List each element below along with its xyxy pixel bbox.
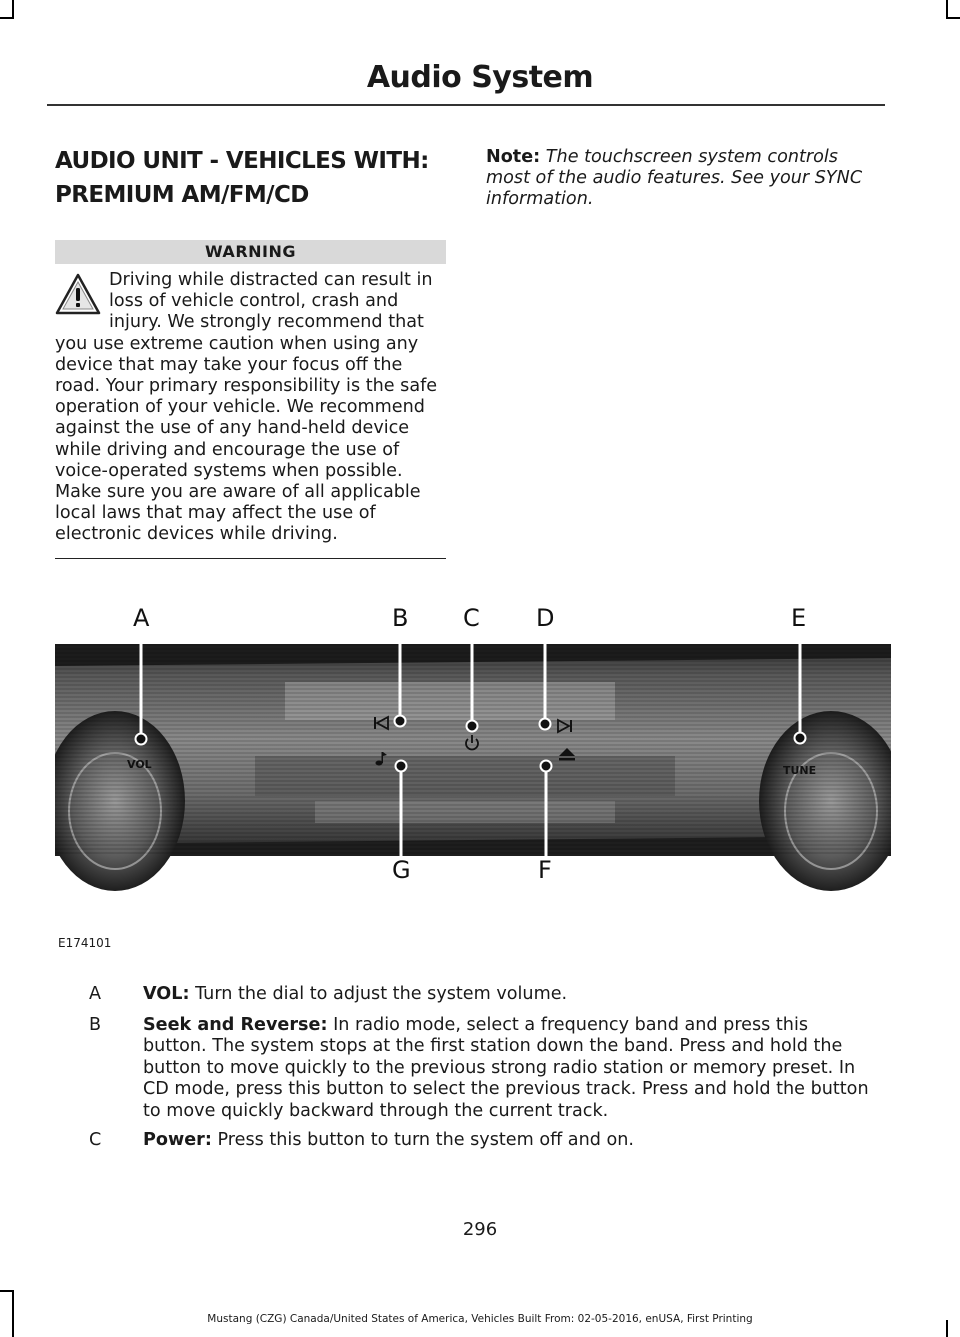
description-body: Press this button to turn the system off and on. xyxy=(211,1130,635,1150)
callout-g: G xyxy=(392,856,411,884)
left-column xyxy=(55,144,446,559)
description-text xyxy=(143,984,869,1005)
note-text: The touchscreen system controls most of the audio features. See your SYNC information. xyxy=(486,147,863,209)
description-item-b xyxy=(89,1015,869,1122)
description-label: VOL: xyxy=(143,984,190,1004)
callout-c: C xyxy=(463,604,480,632)
callout-b: B xyxy=(392,604,409,632)
tune-label: TUNE xyxy=(783,764,817,777)
warning-divider xyxy=(55,558,446,559)
page-header-title: Audio System xyxy=(366,60,594,95)
vol-label: VOL xyxy=(127,758,152,771)
footer-text: Mustang (CZG) Canada/United States of America, Vehicles Built From: 02-05-2016, enUSA, First Printing xyxy=(207,1313,753,1325)
description-letter: A xyxy=(89,984,102,1004)
section-title-line1: AUDIO UNIT - VEHICLES WITH: xyxy=(55,148,429,174)
crop-mark xyxy=(946,0,948,18)
crop-mark xyxy=(0,1290,14,1292)
crop-mark xyxy=(946,17,960,19)
figure-id: E174101 xyxy=(58,936,112,950)
description-label: Seek and Reverse: xyxy=(143,1015,328,1035)
description-letter: C xyxy=(89,1130,102,1150)
warning-triangle-icon xyxy=(55,272,101,316)
note-label: Note: xyxy=(486,147,541,167)
description-item-a xyxy=(89,984,869,1005)
description-text xyxy=(143,1015,869,1122)
audio-unit-figure xyxy=(55,596,891,936)
description-label: Power: xyxy=(143,1130,212,1150)
callout-e: E xyxy=(791,604,807,632)
section-title xyxy=(55,144,446,212)
header-divider xyxy=(47,104,885,106)
callout-a: A xyxy=(133,604,150,632)
callout-d: D xyxy=(536,604,555,632)
warning-text-rest: you use extreme caution when using any device that may take your focus off the road. Your primary responsibility is the safe operation of your vehicle. We recommend against the use of any hand-held device while driving and encourage the use of voice-operated systems when possible. Make sure you are aware of all applicable local laws that may affect the use of electronic devices while driving. xyxy=(55,333,438,545)
description-body: Turn the dial to adjust the system volume. xyxy=(189,984,568,1004)
crop-mark xyxy=(12,0,14,18)
description-text xyxy=(143,1130,869,1151)
crop-mark xyxy=(0,17,14,19)
description-letter: B xyxy=(89,1015,102,1035)
description-body: In radio mode, select a frequency band and press this button. The system stops at the first station down the band. Press and hold the button to move quickly to the previous strong radio station or memory preset. In CD mode, press this button to select the previous track. Press and hold the button to move quickly backward through the current track. xyxy=(143,1015,869,1121)
section-title-line2: PREMIUM AM/FM/CD xyxy=(55,182,309,208)
warning-heading: WARNING xyxy=(55,240,446,264)
warning-text-start: Driving while distracted can result in loss of vehicle control, crash and injury. We strongly recommend that xyxy=(109,270,433,333)
description-item-c xyxy=(89,1130,869,1151)
note-paragraph xyxy=(486,147,886,210)
page-number: 296 xyxy=(462,1219,498,1240)
callout-f: F xyxy=(538,856,552,884)
warning-body xyxy=(55,270,446,559)
